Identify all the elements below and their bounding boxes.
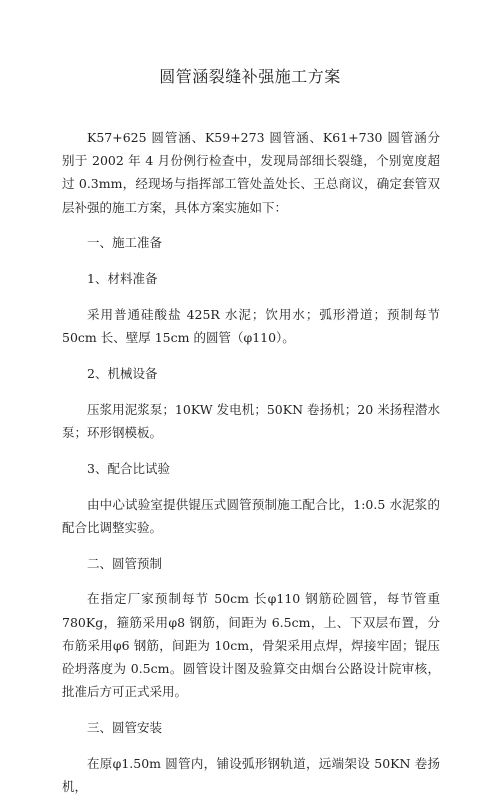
section-heading-prefabrication: 二、圆管预制 xyxy=(87,555,163,571)
installation-paragraph: 在原φ1.50m 圆管内，铺设弧形钢轨道，远端架设 50KN 卷扬机， xyxy=(62,755,440,794)
prefabrication-paragraph: 在指定厂家预制每节 50cm 长φ110 钢筋砼圆管，每节管重 780Kg，箍筋采用φ8 钢筋，间距为 6.5cm，上、下双层布置，分布筋采用φ6 钢筋，间距为 10cm，骨架采用点焊，焊接牢固；锟压砼坍落度为 0.5cm。圆管设计图及验算交由烟台公路设计院审核，批准后方可正式采用。 xyxy=(62,591,440,700)
subsection-heading-mix-test: 3、配合比试验 xyxy=(87,460,170,476)
section-heading-installation: 三、圆管安装 xyxy=(87,720,163,735)
document-body xyxy=(62,126,440,811)
subsection-heading-equipment: 2、机械设备 xyxy=(87,366,158,381)
equipment-paragraph: 压浆用泥浆泵；10KW 发电机；50KN 卷扬机；20 米扬程潜水泵；环形钢模板。 xyxy=(62,401,440,440)
materials-paragraph: 采用普通硅酸盐 425R 水泥；饮用水；弧形滑道；预制每节 50cm 长、壁厚 15cm 的圆管（φ110）。 xyxy=(62,307,440,346)
section-heading-preparation: 一、施工准备 xyxy=(87,235,163,251)
mix-test-paragraph: 由中心试验室提供锟压式圆管预制施工配合比，1:0.5 水泥浆的配合比调整实验。 xyxy=(62,496,440,535)
intro-paragraph: K57+625 圆管涵、K59+273 圆管涵、K61+730 圆管涵分别于 2002 年 4 月份例行检查中，发现局部细长裂缝，个别宽度超过 0.3mm，经现场与指挥部工管处盖处长、王总商议，确定套管双层补强的施工方案，具体方案实施如下： xyxy=(62,130,440,215)
subsection-heading-materials: 1、材料准备 xyxy=(87,271,158,287)
document-title: 圆管涵裂缝补强施工方案 xyxy=(159,67,341,86)
